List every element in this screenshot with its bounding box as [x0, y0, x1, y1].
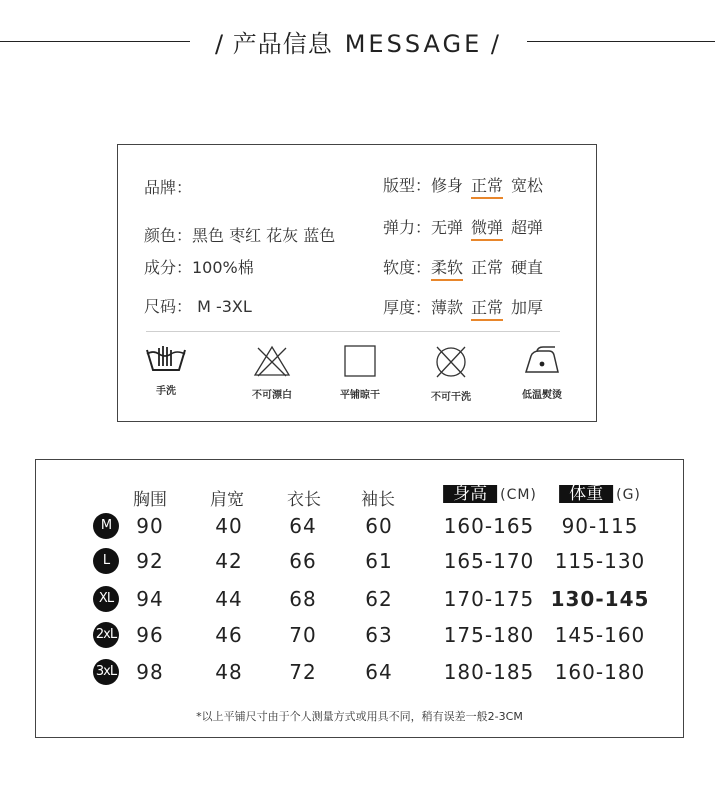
size-badge: 2xL: [93, 622, 119, 648]
hand-wash-icon: [144, 344, 188, 374]
col-header-weight: [559, 485, 641, 503]
size-cell: 96: [136, 623, 164, 647]
care-low-iron: [502, 344, 582, 401]
size-chart-panel: [35, 459, 684, 738]
attribute-option: 超弹: [511, 218, 544, 237]
size-cell: 62: [365, 587, 393, 611]
title-suffix: /: [482, 30, 500, 58]
size-badge: 3xL: [93, 659, 119, 685]
product-info-panel: [117, 144, 597, 422]
attribute-row: [383, 295, 551, 321]
size-cell: 42: [215, 549, 243, 573]
size-cell: 68: [289, 587, 317, 611]
col-header-length: 衣长: [287, 490, 321, 510]
size-cell: 94: [136, 587, 164, 611]
care-label: 平铺晾干: [340, 390, 380, 401]
attribute-label: 版型：: [383, 176, 432, 195]
care-label: 不可干洗: [431, 392, 471, 403]
care-divider: [146, 331, 560, 332]
height-unit: (CM): [500, 487, 537, 503]
size-cell: 60: [365, 514, 393, 538]
col-header-height: [443, 485, 537, 503]
dry-flat-icon: [343, 344, 377, 378]
size-cell: 165-170: [443, 549, 535, 573]
size-cell: 40: [215, 514, 243, 538]
measurement-note: *以上平铺尺寸由于个人测量方式或用具不同，稍有误差一般2-3CM: [196, 710, 523, 723]
size-cell: 92: [136, 549, 164, 573]
attribute-option-selected: 柔软: [431, 255, 463, 281]
attribute-label: 厚度：: [383, 298, 432, 317]
size-cell: 115-130: [554, 549, 646, 573]
attribute-option: 硬直: [511, 258, 544, 277]
attribute-option: 正常: [471, 258, 504, 277]
care-dry-flat: [320, 344, 400, 401]
height-label: 身高: [443, 485, 497, 503]
title-en: MESSAGE: [344, 30, 483, 58]
size-cell: 90: [136, 514, 164, 538]
col-header-chest: 胸围: [133, 490, 167, 510]
brand-line: 品牌：: [144, 178, 193, 197]
title-prefix: /: [215, 30, 233, 58]
size-cell: 98: [136, 660, 164, 684]
attribute-row: [383, 255, 551, 281]
size-cell: 70: [289, 623, 317, 647]
size-cell: 64: [289, 514, 317, 538]
size-cell: 130-145: [550, 587, 650, 611]
attribute-option: 薄款: [431, 298, 464, 317]
attribute-option: 无弹: [431, 218, 464, 237]
attribute-row: [383, 173, 551, 199]
title-cn: 产品信息: [232, 30, 333, 58]
attribute-option-selected: 正常: [471, 173, 503, 199]
attribute-option: 加厚: [511, 298, 544, 317]
size-cell: 46: [215, 623, 243, 647]
care-no-bleach: [232, 344, 312, 401]
size-cell: 44: [215, 587, 243, 611]
no-dry-clean-icon: [432, 344, 470, 380]
size-cell: 160-165: [443, 514, 535, 538]
attribute-option-selected: 微弹: [471, 215, 503, 241]
care-label: 不可漂白: [252, 390, 292, 401]
care-hand-wash: [126, 344, 206, 397]
size-cell: 66: [289, 549, 317, 573]
size-cell: 175-180: [443, 623, 535, 647]
size-badge: XL: [93, 586, 119, 612]
care-label: 低温熨烫: [522, 390, 562, 401]
page-title: [0, 24, 715, 59]
col-header-shoulder: 肩宽: [210, 490, 244, 510]
weight-unit: (G): [616, 487, 641, 503]
size-badge: M: [93, 513, 119, 539]
size-range-line: 尺码： M -3XL: [144, 297, 252, 316]
attribute-option: 宽松: [511, 176, 544, 195]
material-line: 成分：100%棉: [144, 258, 254, 277]
no-bleach-icon: [252, 344, 292, 378]
low-iron-icon: [522, 344, 562, 378]
care-label: 手洗: [156, 386, 176, 397]
size-cell: 170-175: [443, 587, 535, 611]
size-cell: 61: [365, 549, 393, 573]
size-cell: 90-115: [561, 514, 639, 538]
weight-label: 体重: [559, 485, 613, 503]
size-cell: 160-180: [554, 660, 646, 684]
care-no-dry-clean: [411, 344, 491, 403]
size-badge: L: [93, 548, 119, 574]
size-cell: 64: [365, 660, 393, 684]
size-cell: 180-185: [443, 660, 535, 684]
size-cell: 63: [365, 623, 393, 647]
size-cell: 48: [215, 660, 243, 684]
attribute-option: 修身: [431, 176, 464, 195]
attribute-label: 弹力：: [383, 218, 432, 237]
size-cell: 72: [289, 660, 317, 684]
attribute-label: 软度：: [383, 258, 432, 277]
color-line: 颜色：黑色 枣红 花灰 蓝色: [144, 226, 336, 245]
attribute-row: [383, 215, 551, 241]
attribute-option-selected: 正常: [471, 295, 503, 321]
size-cell: 145-160: [554, 623, 646, 647]
col-header-sleeve: 袖长: [361, 490, 395, 510]
